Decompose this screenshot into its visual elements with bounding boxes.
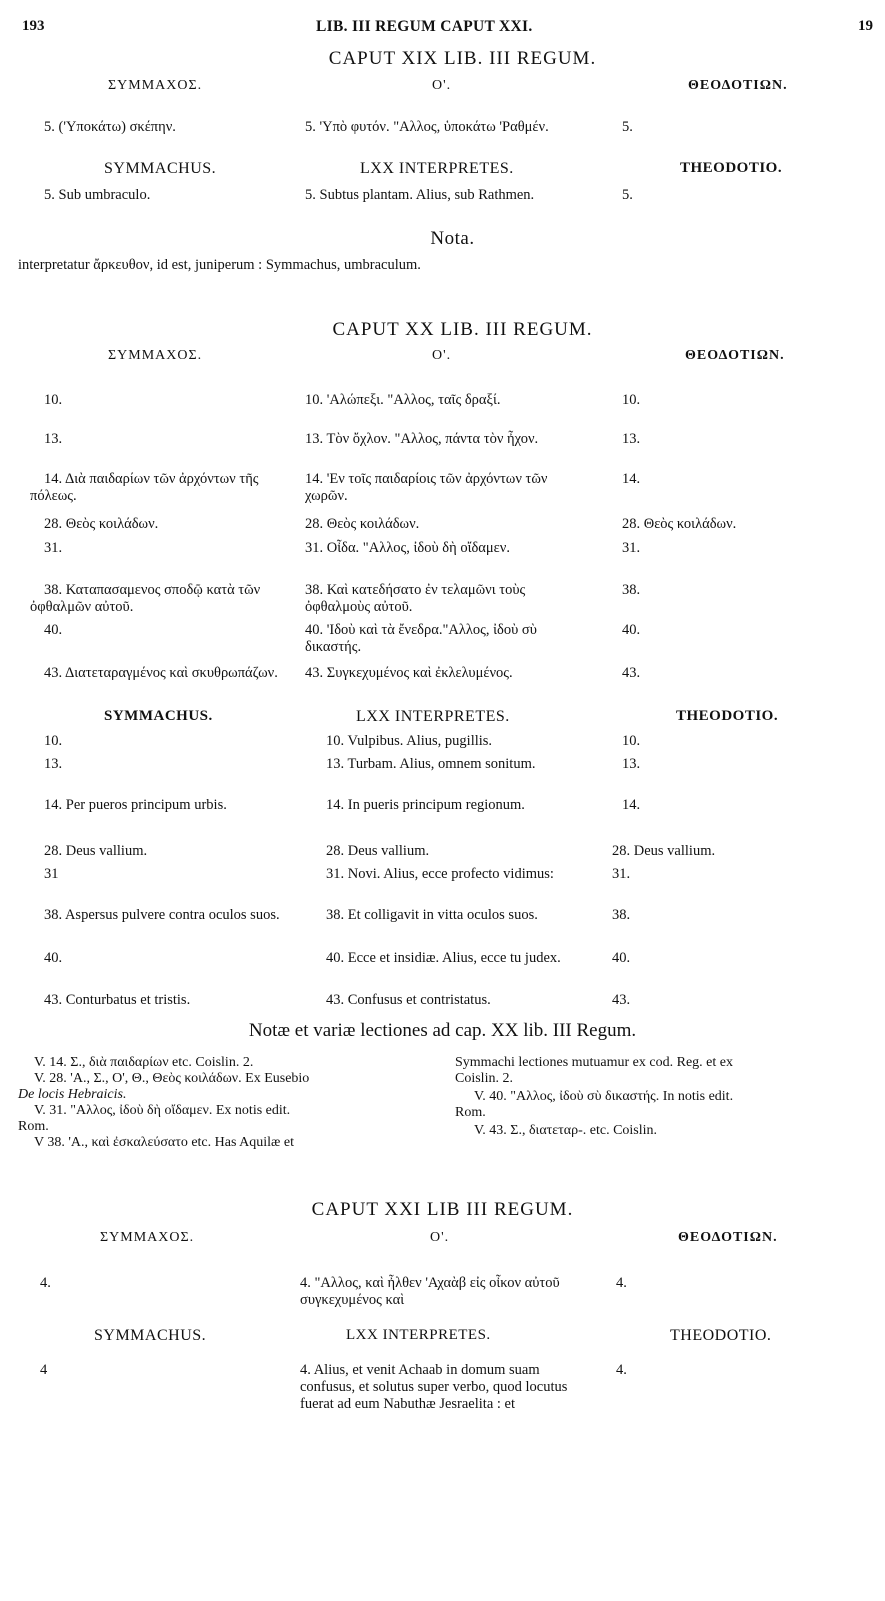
running-head-title: LIB. III REGUM CAPUT XXI. [316,18,533,35]
caput21-header-lxx: Ο'. [430,1230,450,1245]
caput20-header-theodotion: ΘΕΟΔΟΤΙΩΝ. [685,348,785,363]
caput19-latin-row-1-col1: 5. Sub umbraculo. [44,187,151,203]
caput20-greek-row-3-col1: 14. Διὰ παιδαρίων τῶν ἀρχόντων τῆς πόλεως. [30,471,259,504]
caput20-latin-row-2-col3: 13. [622,756,641,772]
caput20-greek-row-5-col1: 31. [44,540,63,556]
caput20-latin-row-1-col1: 10. [44,733,63,749]
caput20-latin-row-7-col2: 40. Ecce et insidiæ. Alius, ecce tu judex. [326,950,561,966]
caput20-latin-row-4-col1: 28. Deus vallium. [44,843,148,859]
caput21-greek-row-1-col2: 4. "Αλλος, καὶ ἦλθεν 'Αχαὰβ εἰς οἶκον αὐτοῦ συγκεχυμένος καὶ [300,1275,560,1308]
caput21-latin-row-1-col1: 4 [40,1362,48,1378]
caput20-note-left-4: V. 31. "Αλλος, ἰδοὺ δὴ οἴδαμεν. Ex notis edit. [34,1103,291,1118]
caput21-header-theodotio: THEODOTIO. [670,1327,772,1344]
caput20-greek-row-8-col1: 43. Διατεταραγμένος καὶ σκυθρωπάζων. [44,665,278,681]
caput21-greek-row-1-col1: 4. [40,1275,51,1291]
caput20-greek-row-6-col3: 38. [622,582,641,598]
caput20-greek-row-8-col2: 43. Συγκεχυμένος καὶ ἐκλελυμένος. [305,665,513,681]
caput20-header-symmachus: SYMMACHUS. [104,708,213,724]
caput21-title-text: CAPUT XXI LIB III REGUM. [311,1199,574,1220]
caput20-greek-row-1-col1: 10. [44,392,63,408]
caput21-latin-row-1-col2: 4. Alius, et venit Achaab in domum suam confusus, et solutus super verbo, quod locutus fuerat ad eum Nabuthæ Jesraelita : et [300,1362,568,1412]
caput20-greek-row-5-col2: 31. Οἶδα. "Αλλος, ἰδοὺ δὴ οἴδαμεν. [305,540,510,556]
caput20-note-right-4: Rom. [455,1105,486,1120]
caput19-title-text: CAPUT XIX LIB. III REGUM. [328,48,597,69]
caput20-greek-row-7-col1: 40. [44,622,63,638]
caput20-title-text: CAPUT XX LIB. III REGUM. [332,319,593,340]
caput20-greek-row-7-col2: 40. 'Ιδοὺ καὶ τὰ ἔνεδρα."Αλλος, ἰδοὺ σὺ δικαστής. [305,622,537,655]
caput20-greek-row-4-col3: 28. Θεὸς κοιλάδων. [622,516,737,532]
caput20-note-left-5: Rom. [18,1119,49,1134]
caput20-latin-row-1-col3: 10. [622,733,641,749]
caput20-header-theodotio: THEODOTIO. [676,708,779,724]
caput20-greek-row-6-col2: 38. Καὶ κατεδήσατο ἐν τελαμῶνι τοὺς ὀφθαλμοὺς αὐτοῦ. [305,582,526,615]
caput20-header-symmachos: ΣΥΜΜΑΧΟΣ. [108,348,203,363]
caput21-header-symmachus: SYMMACHUS. [94,1327,207,1344]
caput19-header-lxx: Ο'. [432,78,452,93]
caput19-header-theodotion: ΘΕΟΔΟΤΙΩΝ. [688,78,788,93]
caput19-nota-title-text: Nota. [430,228,475,249]
caput20-note-right-3: V. 40. "Αλλος, ἰδοὺ σὺ δικαστής. In notis edit. [474,1089,734,1104]
caput20-latin-row-1-col2: 10. Vulpibus. Alius, pugillis. [326,733,493,749]
caput20-greek-row-4-col2: 28. Θεὸς κοιλάδων. [305,516,420,532]
caput20-title [0,319,885,341]
caput20-header-lxx: Ο'. [432,348,452,363]
caput21-header-theodotion: ΘΕΟΔΟΤΙΩΝ. [678,1230,778,1245]
caput20-greek-row-2-col1: 13. [44,431,63,447]
caput20-greek-row-8-col3: 43. [622,665,641,681]
caput20-latin-row-3-col3: 14. [622,797,641,813]
caput19-greek-row-1-col1: 5. ('Υποκάτω) σκέπην. [44,119,176,135]
caput19-header-lxx-interpretes: LXX INTERPRETES. [360,160,514,177]
caput20-latin-row-5-col1: 31 [44,866,59,882]
caput20-latin-row-3-col1: 14. Per pueros principum urbis. [44,797,227,813]
caput20-note-left-2: V. 28. 'Α., Σ., Ο', Θ., Θεὸς κοιλάδων. Ex Eusebio [34,1071,310,1086]
caput20-latin-row-6-col3: 38. [612,907,631,923]
caput19-nota-text: interpretatur ἄρκευθον, id est, juniperum : Symmachus, umbraculum. [18,257,421,273]
caput20-note-left-1: V. 14. Σ., διὰ παιδαρίων etc. Coislin. 2. [34,1055,254,1070]
caput19-header-theodotio: THEODOTIO. [680,160,783,176]
caput20-latin-row-8-col1: 43. Conturbatus et tristis. [44,992,191,1008]
caput21-header-symmachos: ΣΥΜΜΑΧΟΣ. [100,1230,195,1245]
caput20-note-right-2: Coislin. 2. [455,1071,513,1086]
caput20-latin-row-7-col1: 40. [44,950,63,966]
caput20-latin-row-8-col3: 43. [612,992,631,1008]
caput20-greek-row-1-col2: 10. 'Αλώπεξι. "Αλλος, ταῖς δραξί. [305,392,501,408]
caput20-latin-row-8-col2: 43. Confusus et contristatus. [326,992,491,1008]
caput20-greek-row-3-col3: 14. [622,471,641,487]
caput21-header-lxx-interpretes: LXX INTERPRETES. [346,1327,491,1343]
page-number-right: 19 [858,18,873,34]
caput19-latin-row-1-col2: 5. Subtus plantam. Alius, sub Rathmen. [305,187,535,203]
caput20-note-right-5: V. 43. Σ., διατεταρ-. etc. Coislin. [474,1123,658,1138]
caput19-header-symmachus: SYMMACHUS. [104,160,217,177]
caput21-latin-row-1-col3: 4. [616,1362,627,1378]
caput20-latin-row-2-col2: 13. Turbam. Alius, omnem sonitum. [326,756,536,772]
caput20-greek-row-7-col3: 40. [622,622,641,638]
caput19-greek-row-1-col3: 5. [622,119,633,135]
caput20-note-left-3: De locis Hebraicis. [18,1087,127,1102]
caput20-note-left-6: V 38. 'Α., καὶ ἐσκαλεύσατο etc. Has Aquilæ et [34,1135,294,1150]
caput21-title [0,1199,885,1221]
caput20-latin-row-7-col3: 40. [612,950,631,966]
caput19-latin-row-1-col3: 5. [622,187,633,203]
caput20-greek-row-6-col1: 38. Καταπασαμενος σποδῷ κατὰ τῶν ὀφθαλμῶν αὐτοῦ. [30,582,261,615]
caput20-notes-title: Notæ et variæ lectiones ad cap. XX lib. III Regum. [248,1020,637,1041]
caput20-greek-row-5-col3: 31. [622,540,641,556]
caput20-greek-row-3-col2: 14. 'Εν τοῖς παιδαρίοις τῶν ἀρχόντων τῶν χωρῶν. [305,471,548,504]
caput19-title [0,48,885,70]
caput20-latin-row-4-col3: 28. Deus vallium. [612,843,716,859]
caput19-header-symmachos: ΣΥΜΜΑΧΟΣ. [108,78,203,93]
caput20-latin-row-5-col3: 31. [612,866,631,882]
caput20-latin-row-6-col2: 38. Et colligavit in vitta oculos suos. [326,907,538,923]
caput20-latin-row-6-col1: 38. Aspersus pulvere contra oculos suos. [44,907,280,923]
caput20-latin-row-4-col2: 28. Deus vallium. [326,843,430,859]
page-number-left: 193 [22,18,45,34]
caput20-header-lxx-interpretes: LXX INTERPRETES. [356,708,510,725]
caput20-latin-row-2-col1: 13. [44,756,63,772]
caput20-latin-row-3-col2: 14. In pueris principum regionum. [326,797,525,813]
caput20-greek-row-1-col3: 10. [622,392,641,408]
caput19-greek-row-1-col2: 5. 'Υπὸ φυτόν. "Αλλος, ὑποκάτω 'Ραθμέν. [305,119,549,135]
caput20-greek-row-4-col1: 28. Θεὸς κοιλάδων. [44,516,159,532]
caput19-nota-title [0,228,885,250]
caput20-greek-row-2-col2: 13. Τὸν ὄχλον. "Αλλος, πάντα τὸν ἦχον. [305,431,539,447]
caput21-greek-row-1-col3: 4. [616,1275,627,1291]
caput20-latin-row-5-col2: 31. Novi. Alius, ecce profecto vidimus: [326,866,554,882]
caput20-greek-row-2-col3: 13. [622,431,641,447]
caput20-note-right-1: Symmachi lectiones mutuamur ex cod. Reg. et ex [455,1055,733,1070]
